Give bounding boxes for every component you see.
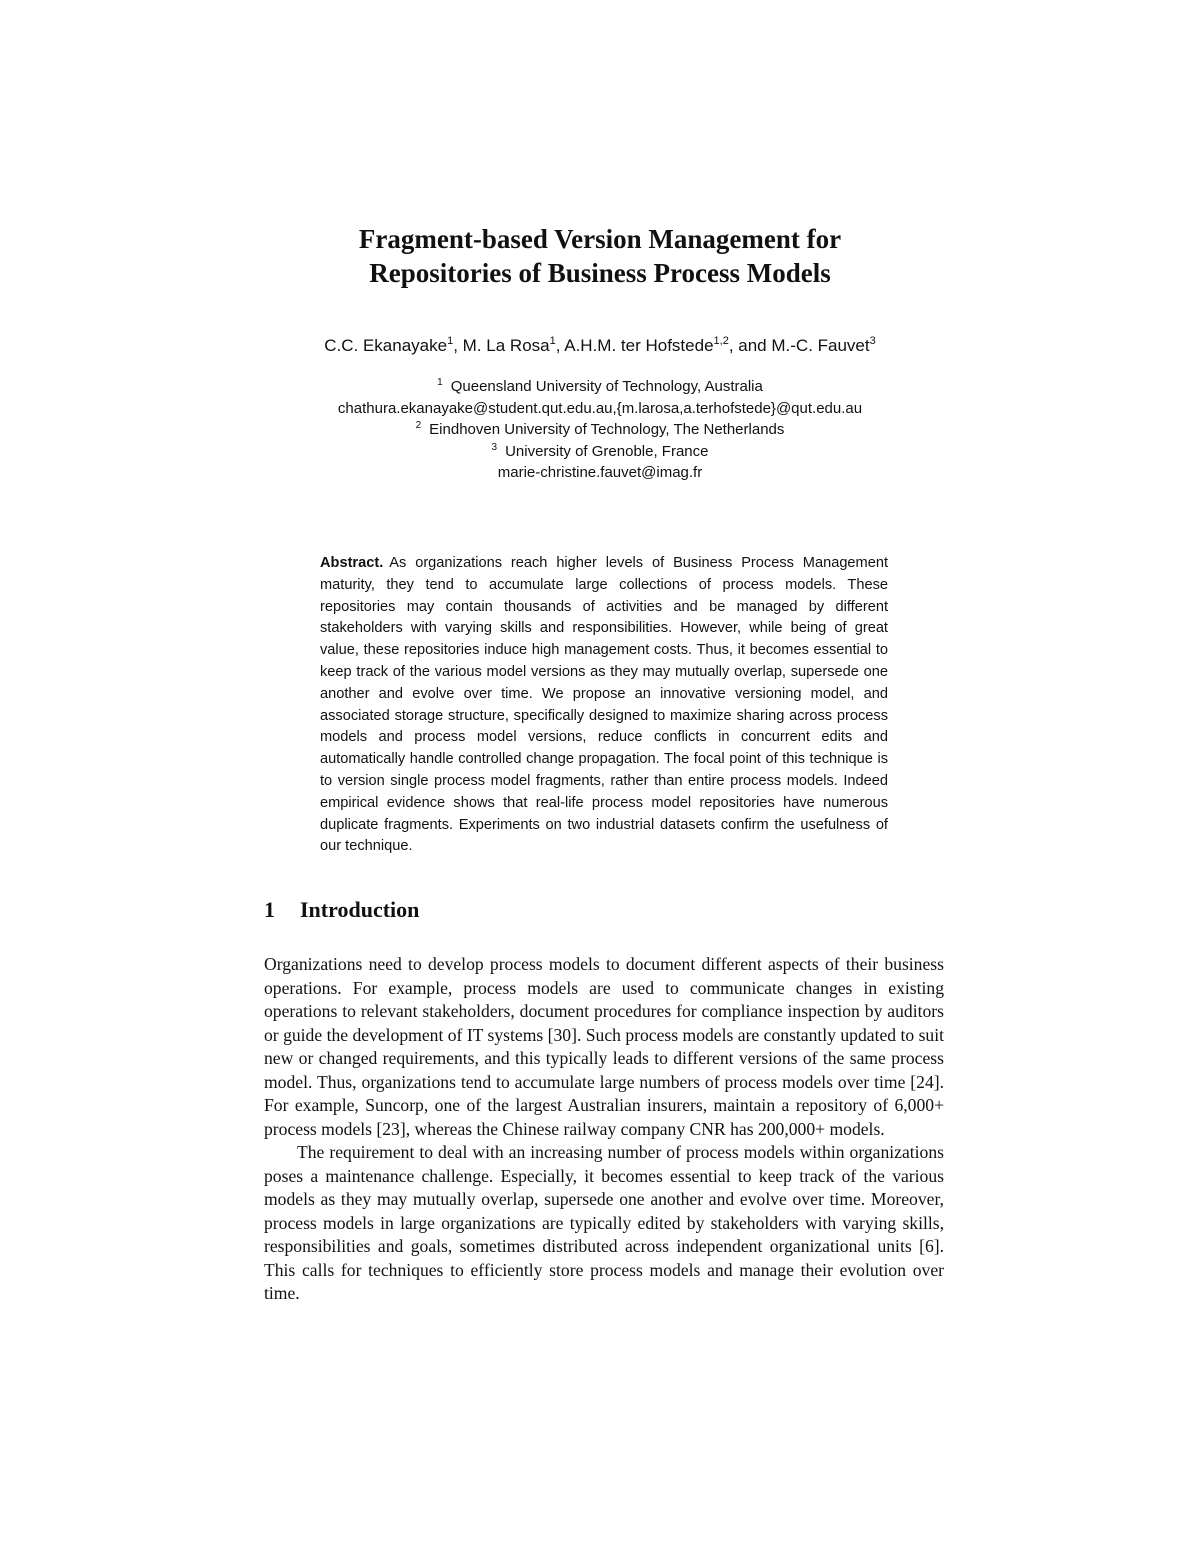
affiliation-name: Queensland University of Technology, Australia — [450, 378, 763, 395]
author-separator: , — [555, 336, 565, 355]
body-paragraph: Organizations need to develop process models to document different aspects of their business operations. For example, process models are used to communicate changes in existing operations to relevant stakeholders, document procedures for compliance inspection by auditors or guide the development of IT systems [30]. Such process models are constantly updated to suit new or changed requirements, and this typically leads to different versions of the same process model. Thus, organizations tend to accumulate large numbers of process models over time [24]. For example, Suncorp, one of the largest Australian insurers, maintain a repository of 6,000+ process models [23], whereas the Chinese railway company CNR has 200,000+ models. — [264, 954, 944, 1139]
affiliation-1 — [0, 376, 1200, 398]
abstract-label: Abstract. — [320, 555, 384, 571]
affiliation-name: Eindhoven University of Technology, The Netherlands — [429, 421, 785, 438]
author — [771, 336, 875, 355]
author-separator: , — [453, 336, 463, 355]
author-affiliation-mark: 1 — [447, 335, 454, 347]
author-name: M.-C. Fauvet — [771, 336, 870, 355]
author — [324, 336, 462, 355]
abstract-text: As organizations reach higher levels of Business Process Management maturity, they tend to accumulate large collections of process models. These repositories may contain thousands of activities and be managed by different stakeholders with varying skills and responsibilities. However, while being of great value, these repositories induce high management costs. Thus, it becomes essential to keep track of the various model versions as they may mutually overlap, supersede one another and evolve over time. We propose an innovative versioning model, and associated storage structure, specifically designed to maximize sharing across process models and process model versions, reduce conflicts in concurrent edits and automatically handle controlled change propagation. The focal point of this technique is to version single process model fragments, rather than entire process models. Indeed empirical evidence shows that real-life process model repositories have numerous duplicate fragments. Experiments on two industrial datasets confirm the usefulness of our technique. — [320, 555, 888, 855]
affiliation-1-email: chathura.ekanayake@student.qut.edu.au,{m.larosa,a.terhofstede}@qut.edu.au — [337, 399, 863, 417]
abstract — [320, 553, 888, 858]
author — [463, 336, 565, 355]
author-separator: , and — [728, 336, 772, 355]
title-line-1: Fragment-based Version Management for — [358, 224, 842, 254]
author-name: A.H.M. ter Hofstede — [564, 336, 714, 355]
author-affiliation-mark: 3 — [869, 335, 876, 347]
affiliations — [0, 376, 1200, 484]
author-name: C.C. Ekanayake — [324, 336, 448, 355]
section-number: 1 — [264, 897, 275, 922]
author-name: M. La Rosa — [462, 336, 550, 355]
author-list — [0, 335, 1200, 357]
section-body — [264, 953, 944, 1306]
section-heading — [264, 896, 419, 924]
affiliation-mark: 1 — [437, 377, 443, 388]
affiliation-3-email: marie-christine.fauvet@imag.fr — [497, 464, 703, 481]
author-affiliation-mark: 1 — [549, 335, 556, 347]
paper-title — [0, 222, 1200, 290]
affiliation-name: University of Grenoble, France — [505, 442, 709, 460]
title-line-2: Repositories of Business Process Models — [369, 258, 831, 288]
affiliation-2 — [0, 419, 1200, 441]
body-paragraph: The requirement to deal with an increasing number of process models within organizations poses a maintenance challenge. Especially, it becomes essential to keep track of the various models as they may mutually overlap, supersede one another and evolve over time. Moreover, process models in large organizations are typically edited by stakeholders with varying skills, responsibilities and goals, sometimes distributed across independent organizational units [6]. This calls for techniques to efficiently store process models and manage their evolution over time. — [264, 1142, 944, 1303]
section-title: Introduction — [300, 897, 420, 922]
affiliation-mark: 3 — [491, 441, 498, 453]
author — [564, 336, 771, 355]
affiliation-mark: 2 — [415, 420, 422, 431]
affiliation-3 — [0, 441, 1200, 463]
author-affiliation-mark: 1,2 — [713, 335, 729, 347]
